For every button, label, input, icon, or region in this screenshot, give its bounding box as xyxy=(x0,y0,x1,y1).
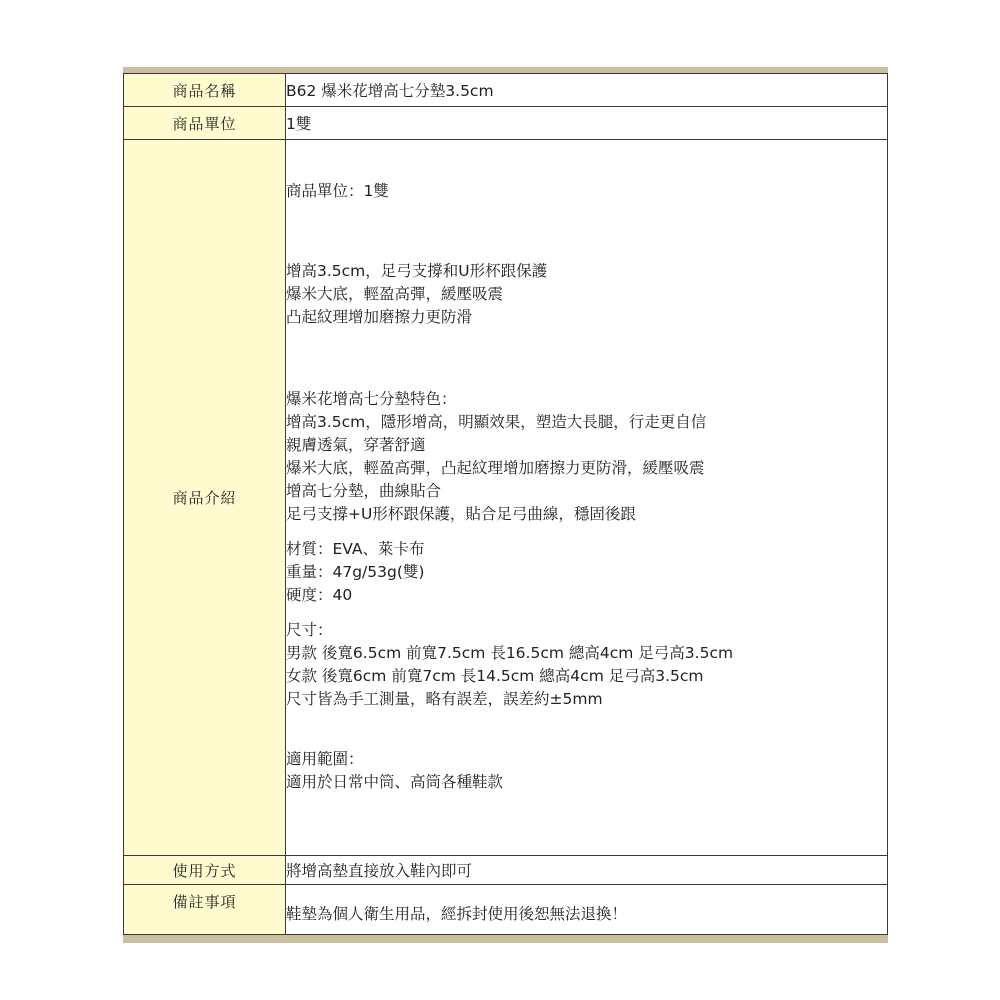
table-row-intro xyxy=(124,140,888,856)
feature-line: 增高七分墊，曲線貼合 xyxy=(286,482,442,500)
product-intro-label: 商品介紹 xyxy=(124,140,286,856)
product-spec-table xyxy=(123,73,888,935)
highlight-line: 凸起紋理增加磨擦力更防滑 xyxy=(286,308,473,326)
features-title: 爆米花增高七分墊特色： xyxy=(286,390,457,408)
size-line: 女款 後寬6cm 前寬7cm 長14.5cm 總高4cm 足弓高3.5cm xyxy=(286,667,704,685)
notes-value: 鞋墊為個人衛生用品，經拆封使用後恕無法退換！ xyxy=(286,885,888,935)
usage-value: 將增高墊直接放入鞋內即可 xyxy=(286,856,888,885)
highlight-line: 增高3.5cm，足弓支撐和U形杯跟保護 xyxy=(286,262,548,280)
spec-line: 硬度：40 xyxy=(286,586,353,604)
spec-line: 材質：EVA、萊卡布 xyxy=(286,540,425,558)
intro-description xyxy=(286,140,887,794)
table-row-usage xyxy=(124,856,888,885)
product-intro-value xyxy=(286,140,888,856)
size-line: 男款 後寬6.5cm 前寬7.5cm 長16.5cm 總高4cm 足弓高3.5cm xyxy=(286,644,734,662)
feature-line: 親膚透氣，穿著舒適 xyxy=(286,436,426,454)
feature-line: 增高3.5cm，隱形增高，明顯效果，塑造大長腿，行走更自信 xyxy=(286,413,707,431)
size-title: 尺寸： xyxy=(286,621,333,639)
spec-line: 重量：47g/53g(雙) xyxy=(286,563,425,581)
table-row-notes xyxy=(124,885,888,935)
product-unit-value: 1雙 xyxy=(286,107,888,140)
product-name-value: B62 爆米花增高七分墊3.5cm xyxy=(286,74,888,107)
highlight-line: 爆米大底，輕盈高彈，緩壓吸震 xyxy=(286,285,504,303)
feature-line: 爆米大底，輕盈高彈，凸起紋理增加磨擦力更防滑，緩壓吸震 xyxy=(286,459,705,477)
table-row-unit xyxy=(124,107,888,140)
feature-line: 足弓支撐+U形杯跟保護，貼合足弓曲線，穩固後跟 xyxy=(286,505,636,523)
intro-unit-line: 商品單位：1雙 xyxy=(286,182,389,200)
size-line: 尺寸皆為手工測量，略有誤差，誤差約±5mm xyxy=(286,690,603,708)
product-name-label: 商品名稱 xyxy=(124,74,286,107)
notes-label: 備註事項 xyxy=(124,885,286,935)
usage-scope-title: 適用範圍： xyxy=(286,750,364,768)
table-row-name xyxy=(124,74,888,107)
product-unit-label: 商品單位 xyxy=(124,107,286,140)
usage-scope-line: 適用於日常中筒、高筒各種鞋款 xyxy=(286,773,504,791)
usage-label: 使用方式 xyxy=(124,856,286,885)
